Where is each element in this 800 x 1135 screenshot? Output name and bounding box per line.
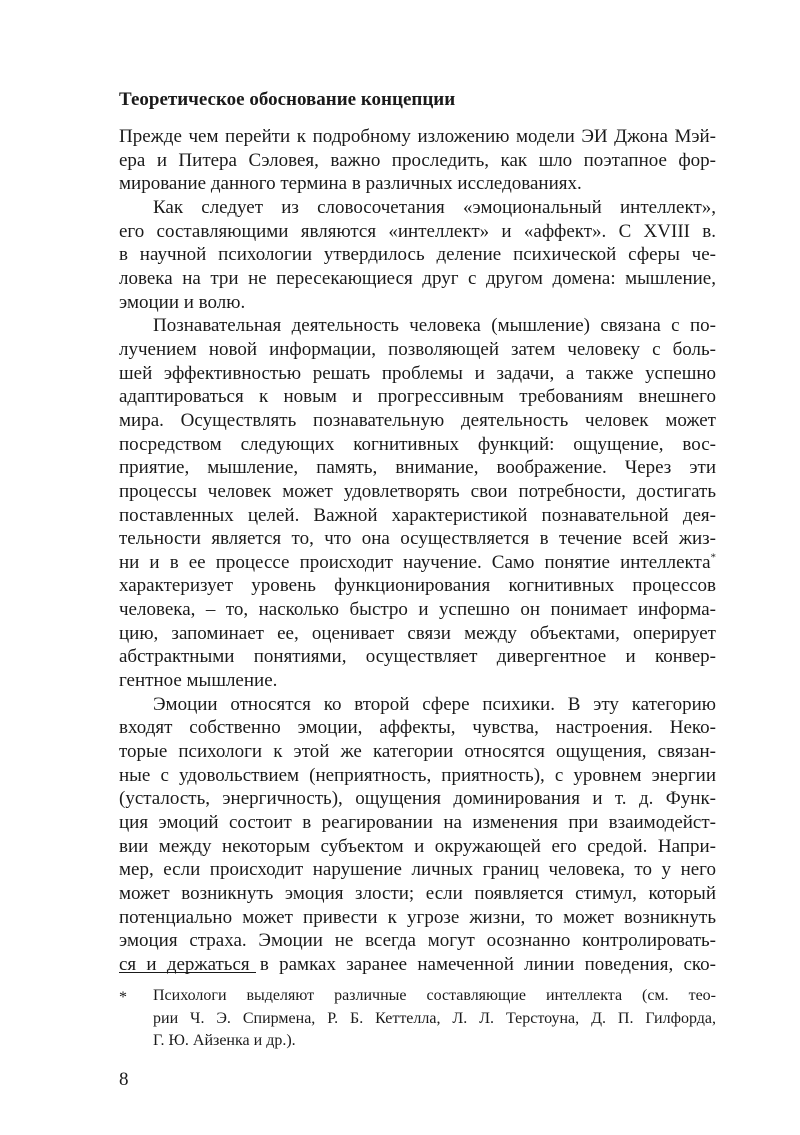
paragraph-3-line-7: приятие, мышление, память, внимание, воображение. Через эти <box>119 457 716 479</box>
paragraph-3-line-13: человека, – то, насколько быстро и успешно он понимает информа- <box>119 599 716 621</box>
paragraph-4-line-4: ные с удовольствием (неприятность, приятность), с уровнем энергии <box>119 764 716 786</box>
paragraph-4-line-12: ся и держаться в рамках заранее намеченной линии поведения, ско- <box>119 953 716 975</box>
footnote-line-3: Г. Ю. Айзенка и др.). <box>153 1032 296 1049</box>
paragraph-3-line-8: процессы человек может удовлетворять свои потребности, достигать <box>119 480 716 502</box>
paragraph-1-line-2: ера и Питера Сэловея, важно проследить, как шло поэтапное фор- <box>119 149 716 171</box>
paragraph-1-line-3: мирование данного термина в различных исследованиях. <box>119 173 582 195</box>
footnote-marker: * <box>119 989 127 1006</box>
paragraph-3-line-1: Познавательная деятельность человека (мышление) связана с по- <box>153 315 716 337</box>
paragraph-4-line-6: ция эмоций состоит в реагировании на изменения при взаимодейст- <box>119 812 716 834</box>
paragraph-4-line-1: Эмоции относятся ко второй сфере психики. В эту категорию <box>153 693 716 715</box>
paragraph-3-line-5: мира. Осуществлять познавательную деятельность человек может <box>119 409 716 431</box>
paragraph-3-line-2: лучением новой информации, позволяющей затем человеку с боль- <box>119 338 716 360</box>
paragraph-4-line-11: эмоция страха. Эмоции не всегда могут осознанно контролировать- <box>119 930 716 952</box>
paragraph-3-line-11-text: ни и в ее процессе происходит научение. Само понятие интеллекта <box>119 551 711 573</box>
body-text <box>119 125 716 977</box>
paragraph-4-line-5: (усталость, энергичность), ощущения доминирования и т. д. Функ- <box>119 788 716 810</box>
paragraph-3-line-10: тельности является то, что она осуществляется в течение всей жиз- <box>119 528 716 550</box>
footnote <box>153 985 716 1053</box>
paragraph-4-line-2: входят собственно эмоции, аффекты, чувства, настроения. Неко- <box>119 717 716 739</box>
section-heading: Теоретическое обоснование концепции <box>119 89 456 110</box>
paragraph-2-line-1: Как следует из словосочетания «эмоциональный интеллект», <box>153 196 716 218</box>
footnote-line-2: рии Ч. Э. Спирмена, Р. Б. Кеттелла, Л. Л. Терстоуна, Д. П. Гилфорда, <box>153 1009 716 1027</box>
paragraph-4-line-8: мер, если происходит нарушение личных границ человека, то у него <box>119 859 716 881</box>
paragraph-1-line-1: Прежде чем перейти к подробному изложению модели ЭИ Джона Мэй- <box>119 126 716 147</box>
footnote-reference-marker: * <box>710 551 716 564</box>
paragraph-3-line-9: поставленных целей. Важной характеристикой познавательной дея- <box>119 504 716 526</box>
paragraph-3-line-4: адаптироваться к новым и прогрессивным требованиям внешнего <box>119 386 716 408</box>
paragraph-4-line-7: вии между некоторым субъектом и окружающей его средой. Напри- <box>119 835 716 857</box>
footnote-line-1: Психологи выделяют различные составляющие интеллекта (см. тео- <box>153 987 716 1004</box>
paragraph-2-line-4: ловека на три не пересекающиеся друг с другом домена: мышление, <box>119 267 716 289</box>
page-number: 8 <box>119 1069 129 1090</box>
paragraph-2-line-2: его составляющими являются «интеллект» и «аффект». С XVIII в. <box>119 220 716 242</box>
paragraph-4-line-10: потенциально может привести к угрозе жизни, то может возникнуть <box>119 906 716 928</box>
paragraph-3-line-6: посредством следующих когнитивных функций: ощущение, вос- <box>119 433 716 455</box>
footnote-separator <box>119 972 256 973</box>
paragraph-3-line-15: абстрактными понятиями, осуществляет дивергентное и конвер- <box>119 646 716 668</box>
paragraph-3-line-14: цию, запоминает ее, оценивает связи между объектами, оперирует <box>119 622 716 644</box>
paragraph-2-line-3: в научной психологии утвердилось деление психической сферы че- <box>119 244 716 266</box>
paragraph-4-line-9: может возникнуть эмоция злости; если появляется стимул, который <box>119 883 716 904</box>
paragraph-3-line-11 <box>119 551 716 575</box>
paragraph-3-line-3: шей эффективностью решать проблемы и задачи, а также успешно <box>119 362 716 384</box>
paragraph-3-line-16: гентное мышление. <box>119 670 278 692</box>
paragraph-4-line-3: торые психологи к этой же категории относятся ощущения, связан- <box>119 741 716 763</box>
paragraph-3-line-12: характеризует уровень функционирования когнитивных процессов <box>119 575 716 597</box>
paragraph-2-line-5: эмоции и волю. <box>119 291 246 313</box>
